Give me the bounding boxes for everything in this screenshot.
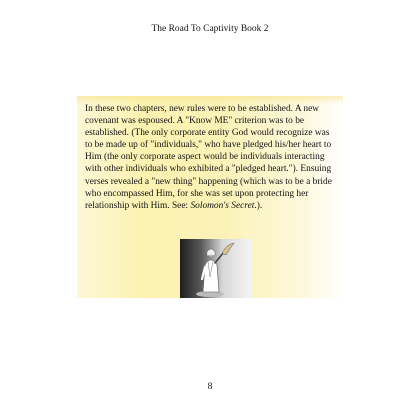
body-text-main: In these two chapters, new rules were to be established. A new covenant was espoused. A "Know ME" criterion was to be established. (The only corporate entity God would recognize was to be made up of "individuals," who have pledged his/her heart to Him (the only corporate aspect would be individuals interacting with other individuals who exhibited a "pledged heart."). Ensuing verses revealed a "new thing" happening (which was to be a bride who encompassed Him, for she was set upon protecting her relationship with Him. See: <box>85 104 332 211</box>
body-paragraph <box>85 103 335 212</box>
page-header: The Road To Captivity Book 2 <box>151 24 269 34</box>
body-text-end: .). <box>254 200 263 211</box>
page-number: 8 <box>207 382 213 392</box>
robed-figure-image <box>180 239 251 298</box>
robed-figure-icon <box>180 239 251 298</box>
text-panel <box>77 96 343 298</box>
book-reference: Solomon's Secret <box>190 200 255 211</box>
